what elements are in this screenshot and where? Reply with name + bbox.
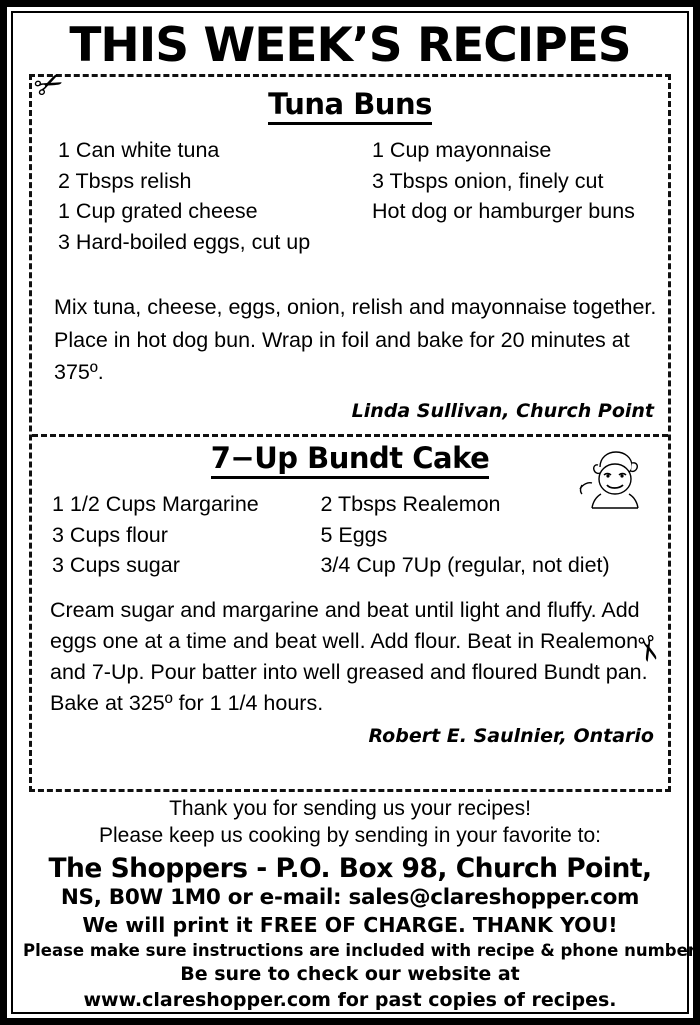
recipe-title-text: 7−Up Bundt Cake	[211, 441, 490, 479]
ingredient-item: 1 Cup mayonnaise	[372, 138, 552, 163]
ingredients-left-column	[42, 489, 310, 581]
recipe-method: Cream sugar and margarine and beat until light and fluffy. Add eggs one at a time and beat well. Add flour. Beat in Realemon and 7-Up. Pour batter into well greased and floured Bundt pan. Bake at 325º for 1 1/4 hours.	[50, 597, 648, 716]
footer-website: www.clareshopper.com for past copies of recipes.	[83, 988, 617, 1011]
footer-free-print: We will print it FREE OF CHARGE. THANK YOU!	[82, 912, 618, 937]
ingredient-item: 3/4 Cup 7Up (regular, not diet)	[320, 553, 610, 578]
ingredient-item: 1 Cup grated cheese	[58, 199, 258, 224]
ingredient-columns	[42, 489, 658, 581]
recipe-method: Mix tuna, cheese, eggs, onion, relish and mayonnaise together. Place in hot dog bun. Wrap in foil and bake for 20 minutes at 375º.	[54, 295, 657, 384]
ingredient-item: 2 Tbsps Realemon	[320, 492, 501, 517]
ingredients-right-column	[372, 135, 700, 257]
footer-address-line2: NS, B0W 1M0 or e-mail: sales@clareshopper.com	[60, 884, 640, 910]
ingredient-item: 3 Hard-boiled eggs, cut up	[58, 229, 311, 254]
recipe-7up-bundt-cake	[42, 441, 658, 747]
ingredient-item: 3 Tbsps onion, finely cut	[372, 168, 604, 193]
footer-invite: Please keep us cooking by sending in your favorite to:	[99, 823, 601, 847]
page-title: THIS WEEK’S RECIPES	[69, 18, 631, 73]
recipe-divider	[32, 434, 668, 437]
coupon-clip-area	[29, 74, 671, 792]
recipe-title	[42, 441, 658, 475]
recipe-title	[42, 87, 658, 121]
ingredient-item: Hot dog or hamburger buns	[372, 199, 635, 224]
ingredient-columns	[42, 135, 658, 257]
chef-doodle-icon	[570, 445, 656, 515]
page-inner-border	[11, 11, 700, 1014]
footer-thanks: Thank you for sending us your recipes!	[169, 797, 531, 821]
ingredient-item: 1 1/2 Cups Margarine	[52, 492, 259, 517]
recipe-title-text: Tuna Buns	[268, 87, 432, 125]
footer-address-line1: The Shoppers - P.O. Box 98, Church Point,	[48, 852, 652, 884]
footer	[23, 796, 700, 1011]
ingredient-item: 3 Cups sugar	[52, 553, 180, 578]
ingredient-item: 3 Cups flour	[52, 522, 168, 547]
scissors-icon: ✂	[624, 630, 669, 668]
ingredient-item: 5 Eggs	[320, 522, 388, 547]
footer-note: Please make sure instructions are included with recipe & phone number.	[23, 940, 700, 960]
recipe-tuna-buns	[42, 87, 658, 422]
scissors-icon: ✂	[28, 61, 71, 109]
ingredients-left-column	[42, 135, 358, 257]
ingredient-item: 2 Tbsps relish	[58, 168, 192, 193]
ingredient-item: 1 Can white tuna	[58, 138, 220, 163]
footer-website-intro: Be sure to check our website at	[180, 962, 520, 985]
recipe-credit: Linda Sullivan, Church Point	[351, 400, 654, 423]
recipe-credit: Robert E. Saulnier, Ontario	[368, 725, 654, 748]
